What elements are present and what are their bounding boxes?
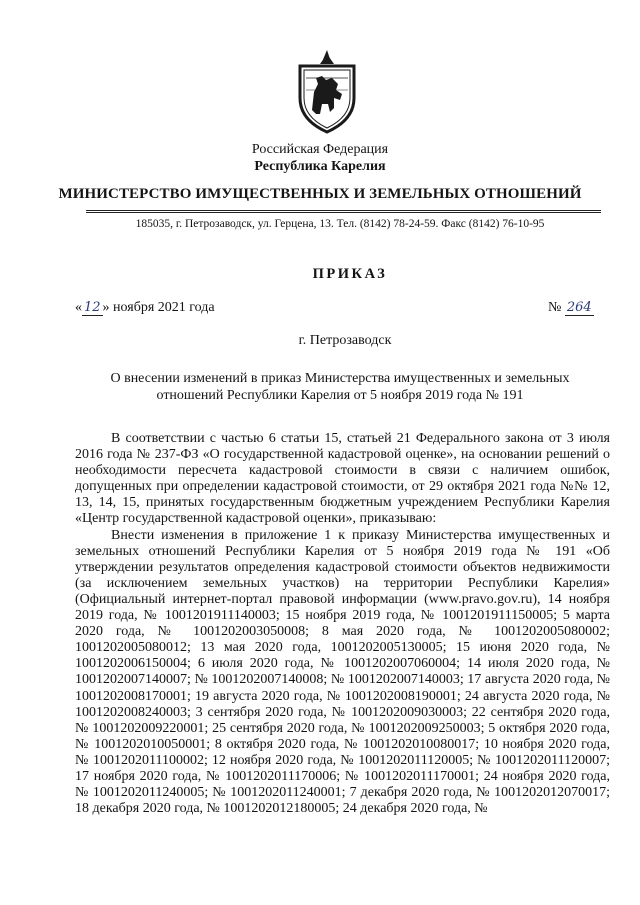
header-divider-thin [86,212,601,213]
date-open-quote: « [75,300,82,315]
number-label: № [548,300,562,315]
ministry-address: 185035, г. Петрозаводск, ул. Герцена, 13. Тел. (8142) 78-24-59. Факс (8142) 76-10-95 [135,218,545,230]
date-month-year: » ноября 2021 года [102,300,215,315]
order-date [75,300,215,316]
order-number [548,300,594,316]
country-name: Российская Федерация [251,142,389,157]
header-divider [86,210,601,211]
number-value-handwritten: 264 [566,300,592,315]
document-title: ПРИКАЗ [312,266,388,282]
body-paragraph-1: В соответствии с частью 6 статьи 15, статьей 21 Федерального закона от 3 июля 2016 года № 237-ФЗ «О государственной кадастровой оценке», на основании решений о необходимости пересчета кадастровой стоимости в связи с наличием ошибок, допущенных при определении кадастровой стоимости, от 29 октября 2021 года №№ 12, 13, 14, 15, принятых государственным бюджетным учреждением Республики Карелия «Центр государственной кадастровой оценки», приказываю: [75,431,610,527]
order-subject: О внесении изменений в приказ Министерства имущественных и земельных отношений Республики Карелия от 5 ноября 2019 года № 191 [110,371,570,403]
document-body [75,431,610,817]
date-day-handwritten: 12 [84,300,101,315]
body-paragraph-2: Внести изменения в приложение 1 к приказу Министерства имущественных и земельных отношений Республики Карелия от 5 ноября 2019 года № 191 «Об утверждении результатов определения кадастровой стоимости объектов недвижимости (за исключением земельных участков) на территории Республики Карелия» (Официальный интернет-портал правовой информации (www.pravo.gov.ru), 14 ноября 2019 года, № 1001201911140003; 15 ноября 2019 года, № 1001201911150005; 5 марта 2020 года, № 1001202003050008; 8 мая 2020 года, № 1001202005080002; 1001202005080012; 13 мая 2020 года, 1001202005130005; 15 июня 2020 года, № 1001202006150004; 6 июля 2020 года, № 1001202007060004; 14 июля 2020 года, № 1001202007140007; № 1001202007140008; № 1001202007140003; 17 августа 2020 года, № 1001202008170001; 19 августа 2020 года, № 1001202008190001; 24 августа 2020 года, № 1001202008240003; 3 сентября 2020 года, № 1001202009030003; 22 сентября 2020 года, № 1001202009220001; 25 сентября 2020 года, № 1001202009250003; 5 октября 2020 года, № 1001202010050001; 8 октября 2020 года, № 1001202010080017; 10 ноября 2020 года, № 1001202011100002; 12 ноября 2020 года, № 1001202011120005; № 1001202011120007; 17 ноября 2020 года, № 1001202011170006; № 1001202011170001; 24 ноября 2020 года, № 1001202011240005; № 1001202011240001; 7 декабря 2020 года, № 1001202012070017; 18 декабря 2020 года, № 1001202012180005; 24 декабря 2020 года, № [75,527,610,817]
ministry-name: МИНИСТЕРСТВО ИМУЩЕСТВЕННЫХ И ЗЕМЕЛЬНЫХ ОТНОШЕНИЙ [58,186,582,202]
karelia-coat-of-arms-icon [292,48,362,134]
order-city: г. Петрозаводск [298,333,392,348]
republic-name: Республика Карелия [254,159,386,174]
